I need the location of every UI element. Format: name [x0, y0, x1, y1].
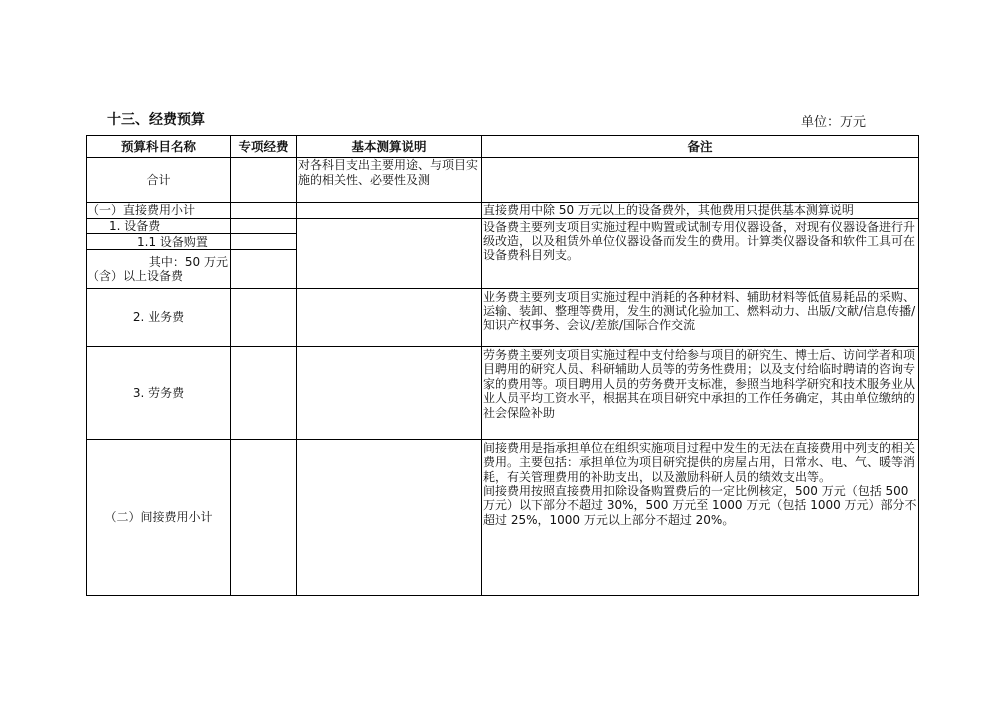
budget-table: [86, 135, 919, 596]
row-labor: [87, 347, 919, 440]
row-direct: [87, 202, 919, 218]
total-funds-cell: [231, 158, 297, 202]
total-basis: 对各科目支出主要用途、与项目实施的相关性、必要性及测: [297, 158, 482, 202]
equipment-over50-line1: 其中：50 万元: [148, 254, 228, 269]
direct-basis-cell: [297, 202, 482, 218]
labor-funds-cell: [231, 347, 297, 440]
business-basis-cell: [297, 288, 482, 346]
equipment-over50-label: [87, 250, 231, 288]
business-label: 2. 业务费: [87, 288, 231, 346]
labor-label: 3. 劳务费: [87, 347, 231, 440]
total-label: 合计: [87, 158, 231, 202]
equipment-purchase-funds-cell: [231, 234, 297, 250]
row-indirect: [87, 439, 919, 595]
equipment-funds-cell: [231, 218, 297, 234]
direct-note: 直接费用中除 50 万元以上的设备费外，其他费用只提供基本测算说明: [482, 202, 919, 218]
equipment-basis-cell: [297, 218, 482, 288]
equipment-over50-line2: （含）以上设备费: [87, 268, 184, 283]
section-title: 十三、经费预算: [107, 112, 205, 128]
row-total: [87, 158, 919, 202]
equipment-over50-funds-cell: [231, 250, 297, 288]
row-equipment: [87, 218, 919, 234]
equipment-label: 1. 设备费: [87, 218, 231, 234]
indirect-note-paragraph-2: 间接费用按照直接费用扣除设备购置费后的一定比例核定，500 万元（包括 500 万元）以下部分不超过 30%，500 万元至 1000 万元（包括 1000 万元）部分不超过 25%，1000 万元以上部分不超过 20%。: [483, 483, 917, 527]
indirect-note-paragraph-1: 间接费用是指承担单位在组织实施项目过程中发生的无法在直接费用中列支的相关费用。主要包括：承担单位为项目研究提供的房屋占用，日常水、电、气、暖等消耗，有关管理费用的补助支出，以及激励科研人员的绩效支出等。: [483, 440, 916, 484]
row-business: [87, 288, 919, 346]
business-funds-cell: [231, 288, 297, 346]
header-budget-item: 预算科目名称: [87, 136, 231, 158]
direct-funds-cell: [231, 202, 297, 218]
indirect-funds-cell: [231, 439, 297, 595]
header-basis: 基本测算说明: [297, 136, 482, 158]
indirect-note: [482, 439, 919, 595]
header-remarks: 备注: [482, 136, 919, 158]
labor-basis-cell: [297, 347, 482, 440]
labor-note: 劳务费主要列支项目实施过程中支付给参与项目的研究生、博士后、访问学者和项目聘用的研究人员、科研辅助人员等的劳务性费用；以及支付给临时聘请的咨询专家的费用等。项目聘用人员的劳务费开支标准，参照当地科学研究和技术服务业从业人员平均工资水平，根据其在项目研究中承担的工作任务确定，其由单位缴纳的社会保险补助: [482, 347, 919, 440]
indirect-label: （二）间接费用小计: [87, 439, 231, 595]
business-note: 业务费主要列支项目实施过程中消耗的各种材料、辅助材料等低值易耗品的采购、运输、装卸、整理等费用，发生的测试化验加工、燃料动力、出版/文献/信息传播/知识产权事务、会议/差旅/国际合作交流: [482, 288, 919, 346]
total-remarks-cell: [482, 158, 919, 202]
header-special-funds: 专项经费: [231, 136, 297, 158]
unit-label: 单位：万元: [801, 115, 867, 130]
indirect-basis-cell: [297, 439, 482, 595]
equipment-note: 设备费主要列支项目实施过程中购置或试制专用仪器设备，对现有仪器设备进行升级改造，以及租赁外单位仪器设备而发生的费用。计算类仪器设备和软件工具可在设备费科目列支。: [482, 218, 919, 288]
direct-label: （一）直接费用小计: [87, 202, 231, 218]
header-row: [87, 136, 919, 158]
equipment-purchase-label: 1.1 设备购置: [87, 234, 231, 250]
